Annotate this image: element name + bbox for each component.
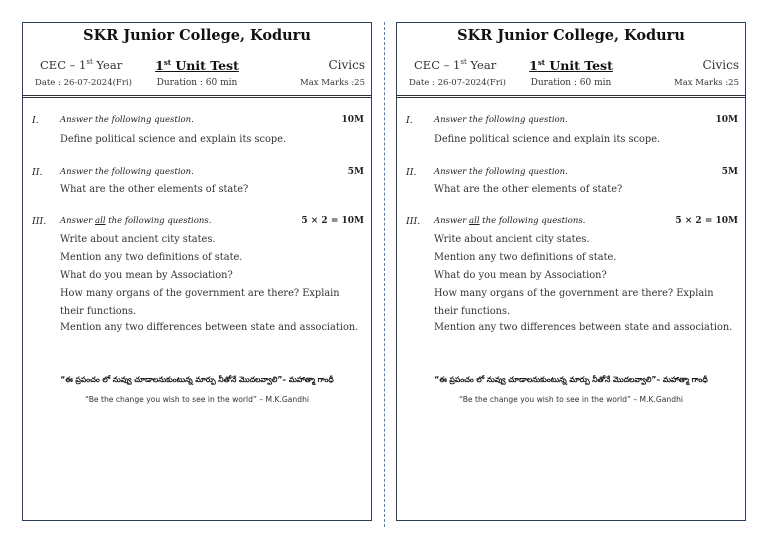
section-instruction: Answer all the following questions. <box>60 216 212 226</box>
college-name: SKR Junior College, Koduru <box>83 27 311 44</box>
question-2: What are the other elements of state? <box>60 184 249 195</box>
paper-header <box>23 23 371 98</box>
quote-english: “Be the change you wish to see in the world” – M.K.Gandhi <box>85 395 309 404</box>
question-paper-right <box>396 22 746 521</box>
test-title: 1st Unit Test <box>155 58 239 74</box>
section-marks: 10M <box>341 115 364 125</box>
section-marks: 10M <box>715 115 738 125</box>
section-marks: 5M <box>347 167 364 177</box>
question-3e: Mention any two differences between state and association. <box>434 322 733 333</box>
max-marks: Max Marks :25 <box>300 78 365 88</box>
section-instruction: Answer the following question. <box>60 167 194 177</box>
section-marks: 5M <box>721 167 738 177</box>
exam-date: Date : 26-07-2024(Fri) <box>35 78 132 88</box>
question-3b: Mention any two definitions of state. <box>60 252 243 263</box>
question-3a: Write about ancient city states. <box>434 234 590 245</box>
college-name: SKR Junior College, Koduru <box>457 27 685 44</box>
quote-telugu: “ఈ ప్రపంచం లో నువ్వు చూడాలనుకుంటున్న మార్పు నీతోనే మొదలవ్వాలి”– మహాత్మా గాంధీ <box>434 375 708 384</box>
question-3c: What do you mean by Association? <box>60 270 233 281</box>
subject-label: Civics <box>328 58 365 72</box>
question-3b: Mention any two definitions of state. <box>434 252 617 263</box>
section-number: III. <box>32 216 47 227</box>
question-1: Define political science and explain its scope. <box>60 134 287 145</box>
max-marks: Max Marks :25 <box>674 78 739 88</box>
section-number: I. <box>32 115 39 126</box>
section-number: II. <box>406 167 417 178</box>
paper-header <box>397 23 745 98</box>
section-marks: 5 × 2 = 10M <box>675 216 738 226</box>
section-instruction: Answer all the following questions. <box>434 216 586 226</box>
subject-label: Civics <box>702 58 739 72</box>
question-3e: Mention any two differences between state and association. <box>60 322 359 333</box>
question-2: What are the other elements of state? <box>434 184 623 195</box>
question-1: Define political science and explain its scope. <box>434 134 661 145</box>
section-instruction: Answer the following question. <box>434 167 568 177</box>
quote-telugu: “ఈ ప్రపంచం లో నువ్వు చూడాలనుకుంటున్న మార్పు నీతోనే మొదలవ్వాలి”– మహాత్మా గాంధీ <box>60 375 334 384</box>
question-3a: Write about ancient city states. <box>60 234 216 245</box>
section-marks: 5 × 2 = 10M <box>301 216 364 226</box>
section-instruction: Answer the following question. <box>434 115 568 125</box>
quote-english: “Be the change you wish to see in the world” – M.K.Gandhi <box>459 395 683 404</box>
exam-duration: Duration : 60 min <box>156 78 238 88</box>
question-paper-left <box>22 22 372 521</box>
section-number: I. <box>406 115 413 126</box>
class-label: CEC – 1st Year <box>414 58 497 72</box>
section-number: III. <box>406 216 421 227</box>
question-3d: How many organs of the government are there? Explain their functions. <box>60 288 340 317</box>
question-3d: How many organs of the government are there? Explain their functions. <box>434 288 714 317</box>
class-label: CEC – 1st Year <box>40 58 123 72</box>
exam-date: Date : 26-07-2024(Fri) <box>409 78 506 88</box>
cut-line <box>384 22 385 527</box>
test-title: 1st Unit Test <box>529 58 613 74</box>
question-3c: What do you mean by Association? <box>434 270 607 281</box>
section-number: II. <box>32 167 43 178</box>
exam-duration: Duration : 60 min <box>530 78 612 88</box>
section-instruction: Answer the following question. <box>60 115 194 125</box>
